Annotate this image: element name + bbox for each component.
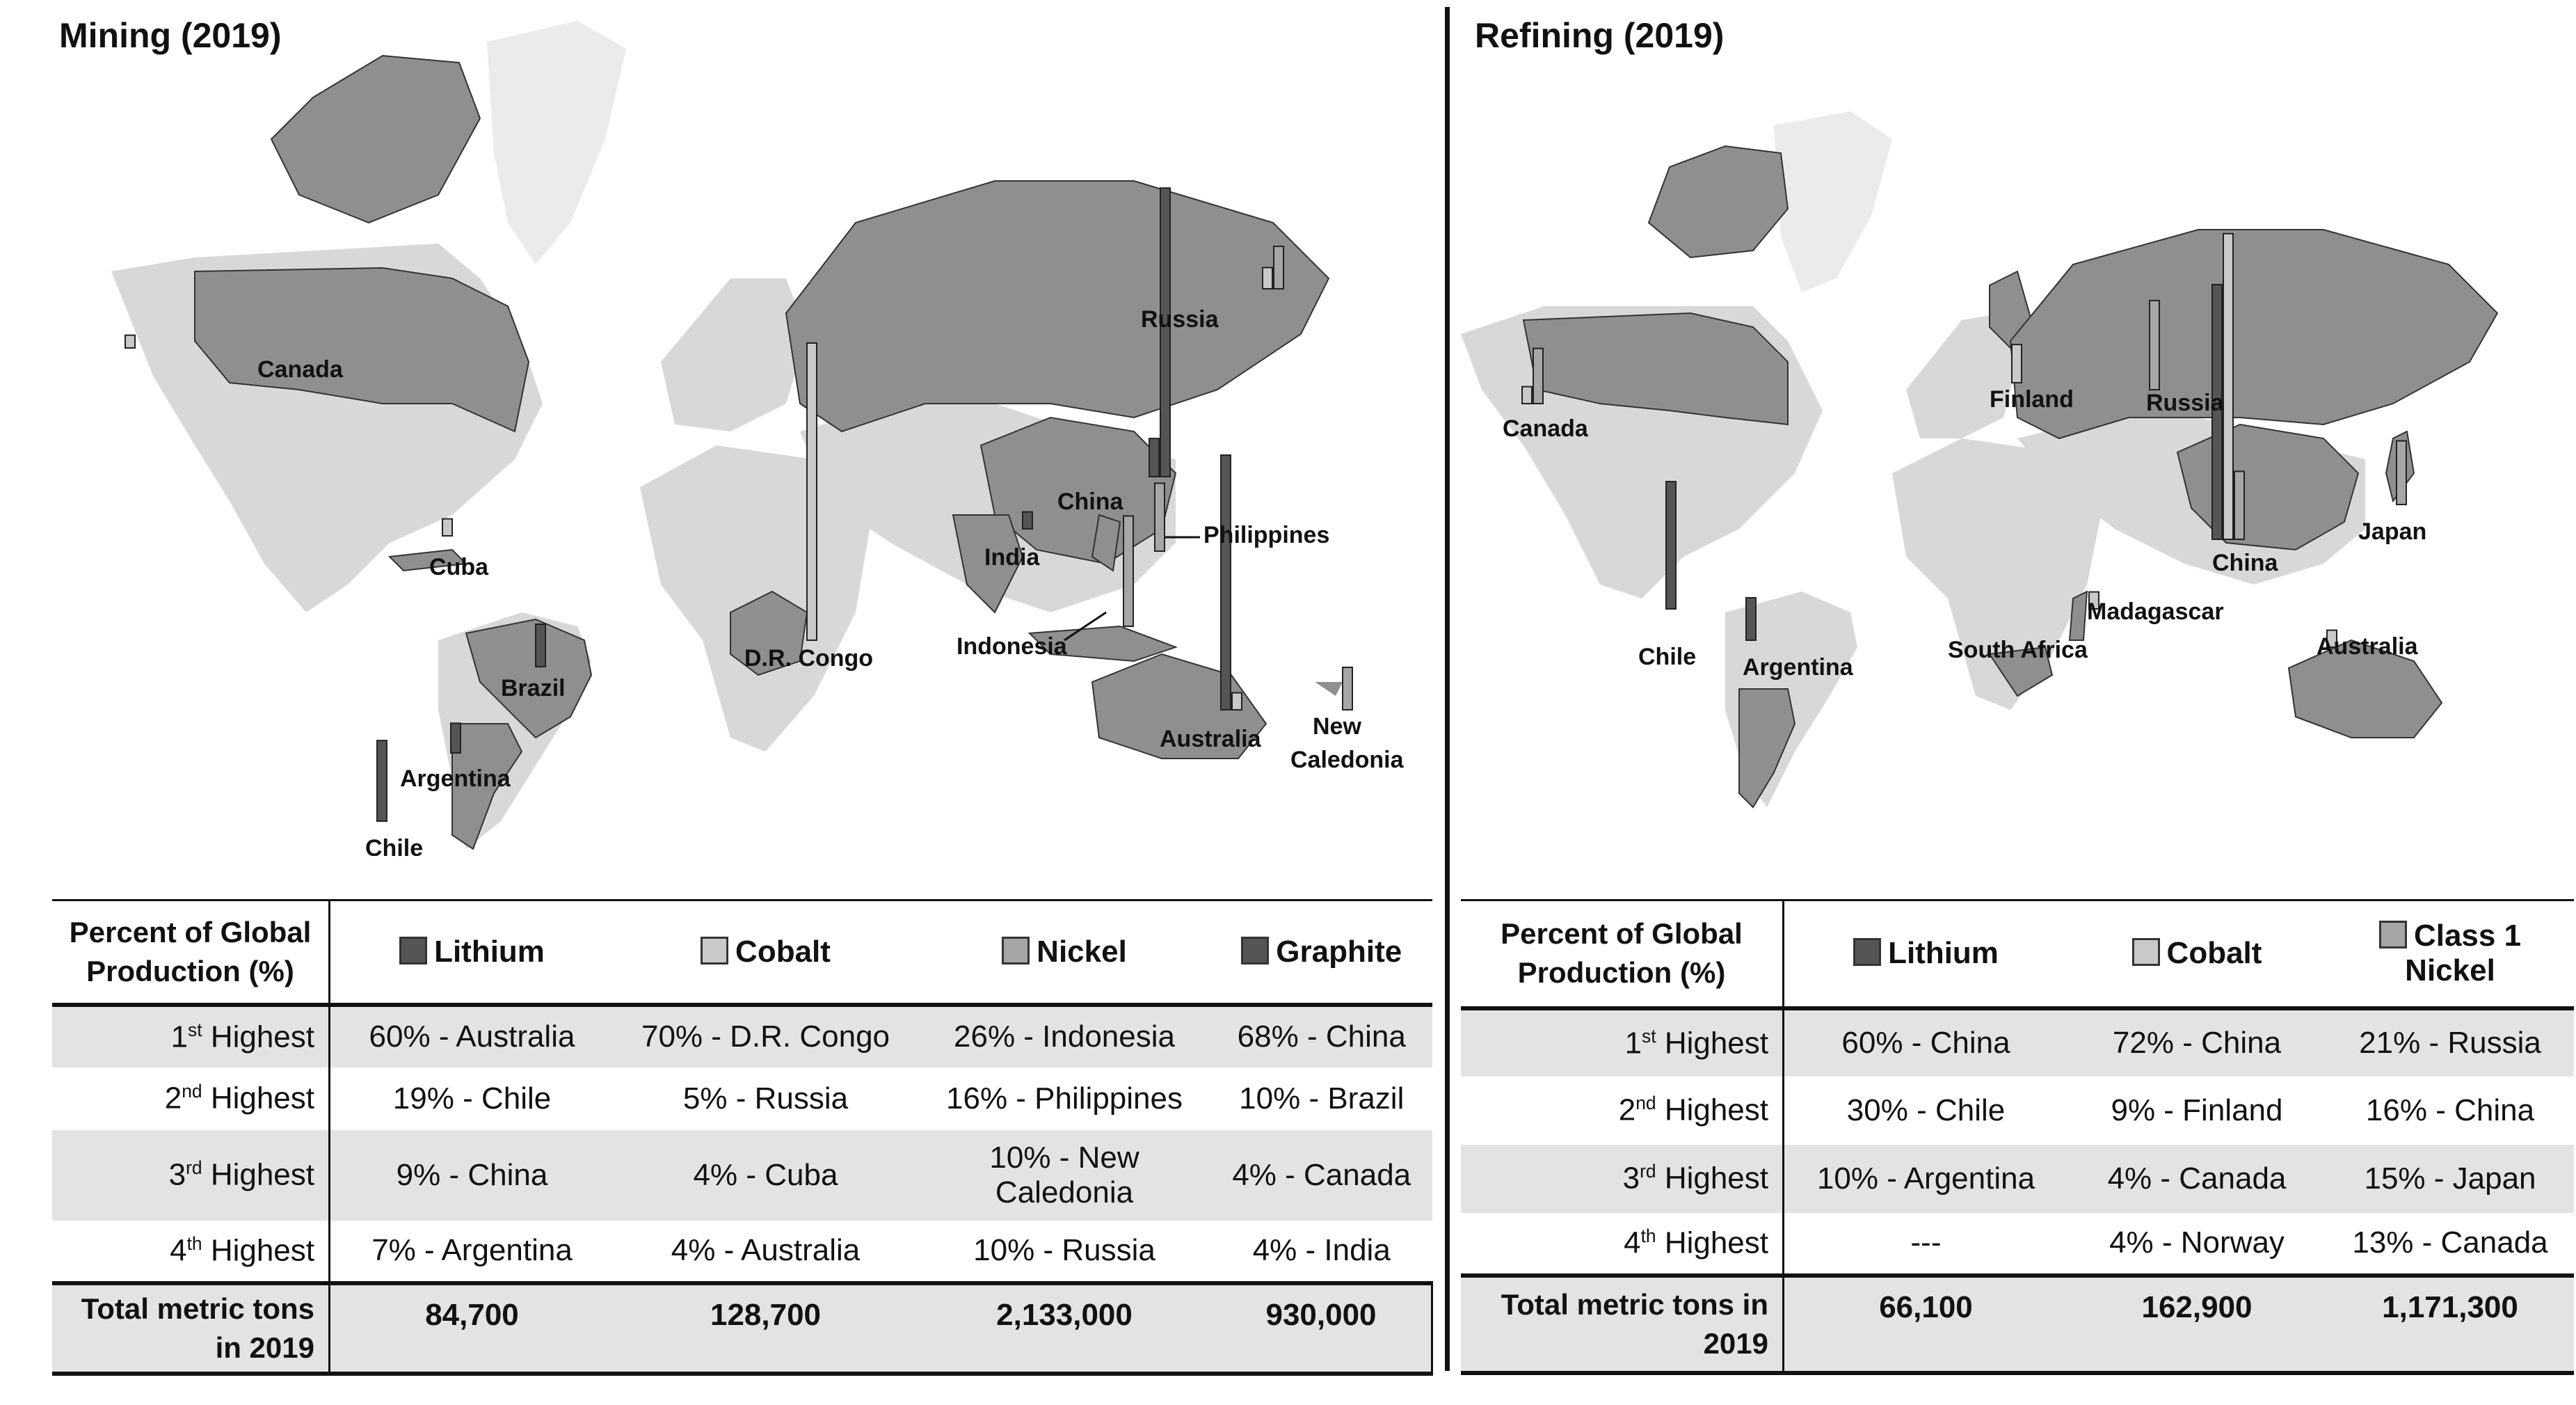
bar-russia-nickel [1274, 246, 1283, 289]
col-lithium: Lithium [1784, 900, 2068, 1008]
bar-canada-class-1-nickel [1533, 349, 1543, 404]
bar-argentina-lithium [451, 723, 461, 753]
header-line1: Percent of Global [1501, 917, 1743, 951]
bar-japan-class-1-nickel [2397, 441, 2406, 505]
panel-divider [1445, 7, 1450, 1371]
map-label-russia: Russia [2146, 390, 2224, 416]
map-label-indonesia: Indonesia [957, 633, 1067, 660]
col-lithium: Lithium [330, 900, 614, 1005]
total-row: Total metric tons in 2019 66,100 162,900 1,171,300 [1461, 1276, 2574, 1373]
nickel-swatch [2379, 921, 2407, 948]
table-row: 2nd Highest 19% - Chile 5% - Russia 16% - Philippines 10% - Brazil [52, 1067, 1432, 1130]
map-label-philippines: Philippines [1203, 522, 1330, 548]
russia-region [2010, 230, 2497, 438]
header-line2: Production (%) [1517, 956, 1726, 990]
bar-argentina-lithium [1746, 598, 1756, 640]
map-label-japan: Japan [2358, 518, 2427, 545]
table-row: 3rd Highest 9% - China 4% - Cuba 10% - New Caledonia 4% - Canada [52, 1130, 1432, 1221]
mining-header-label [52, 900, 330, 1005]
cobalt-swatch [701, 937, 728, 965]
map-label-chile: Chile [1638, 644, 1697, 670]
map-label-cuba: Cuba [429, 554, 488, 580]
map-label-canada: Canada [257, 356, 343, 383]
map-label-australia: Australia [2317, 633, 2418, 660]
lithium-swatch [1853, 938, 1881, 966]
bar-d-r-congo-cobalt [807, 343, 817, 640]
map-label-australia: Australia [1160, 726, 1261, 752]
mining-title: Mining (2019) [59, 16, 282, 55]
bar-australia-cobalt [1232, 693, 1242, 710]
bar-chile-lithium [1666, 482, 1676, 609]
table-row: 3rd Highest 10% - Argentina 4% - Canada 15% - Japan [1461, 1145, 2574, 1213]
table-row: 1st Highest 60% - Australia 70% - D.R. Congo 26% - Indonesia 68% - China [52, 1005, 1432, 1067]
map-label-chile: Chile [365, 835, 424, 856]
mining-production-table [52, 899, 1433, 1376]
graphite-swatch [1241, 937, 1269, 965]
map-label-canada: Canada [1503, 415, 1588, 442]
table-row: 1st Highest 60% - China 72% - China 21% - Russia [1461, 1008, 2574, 1077]
map-label-brazil: Brazil [501, 675, 566, 701]
table-row: 4th Highest --- 4% - Norway 13% - Canada [1461, 1213, 2574, 1276]
cobalt-swatch [2132, 938, 2160, 966]
header-line1: Percent of Global [69, 915, 312, 948]
mining-world-map [90, 14, 1426, 856]
bar-india-graphite [1023, 512, 1032, 529]
bar-cuba-cobalt [442, 519, 452, 536]
refining-production-table [1461, 899, 2574, 1375]
map-label-drc: D.R. Congo [744, 645, 874, 672]
bar-china-class-1-nickel [2234, 471, 2244, 539]
refining-header-label [1461, 900, 1784, 1008]
map-label-india: India [984, 544, 1040, 571]
map-label-madagascar: Madagascar [2087, 598, 2224, 625]
map-label-argentina: Argentina [1743, 654, 1853, 681]
refining-panel [1454, 0, 2576, 1405]
col-class1-nickel: Class 1 Nickel [2326, 900, 2574, 1008]
bar-canada-cobalt [1522, 387, 1532, 404]
bar-brazil-graphite [536, 624, 545, 667]
table-row: 4th Highest 7% - Argentina 4% - Australia 10% - Russia 4% - India [52, 1221, 1432, 1283]
map-label-new: New [1313, 713, 1361, 740]
lithium-swatch [399, 937, 427, 965]
map-label-caledonia: Caledonia [1290, 747, 1404, 773]
russia-region [786, 181, 1329, 431]
bar-indonesia-nickel [1123, 516, 1133, 626]
bar-china-lithium [1149, 438, 1159, 477]
bar-russia-class-1-nickel [2150, 301, 2159, 390]
bar-canada-cobalt [125, 335, 135, 348]
map-label-south-africa: South Africa [1948, 637, 2088, 663]
map-label-china: China [2212, 550, 2278, 576]
map-label-china: China [1057, 489, 1123, 515]
map-label-finland: Finland [1990, 386, 2074, 413]
bar-new-caledonia-nickel [1343, 667, 1352, 710]
bar-russia-cobalt [1263, 268, 1272, 289]
map-label-russia: Russia [1141, 306, 1219, 333]
refining-title: Refining (2019) [1475, 16, 1725, 55]
bar-china-cobalt [2223, 234, 2233, 539]
bar-chile-lithium [377, 740, 387, 821]
col-cobalt: Cobalt [614, 900, 918, 1005]
header-line2: Production (%) [86, 954, 294, 987]
col-cobalt: Cobalt [2067, 900, 2326, 1008]
col-graphite: Graphite [1211, 900, 1432, 1005]
total-row: Total metric tons in 2019 84,700 128,700 2,133,000 930,000 [52, 1283, 1432, 1374]
nickel-swatch [1002, 937, 1030, 965]
bar-australia-lithium [1221, 455, 1231, 710]
col-nickel: Nickel [918, 900, 1211, 1005]
bar-finland-cobalt [2012, 344, 2022, 383]
table-row: 2nd Highest 30% - Chile 9% - Finland 16% - China [1461, 1077, 2574, 1145]
bar-philippines-nickel [1155, 483, 1165, 551]
map-label-argentina: Argentina [400, 765, 511, 792]
refining-world-map [1461, 111, 2574, 863]
